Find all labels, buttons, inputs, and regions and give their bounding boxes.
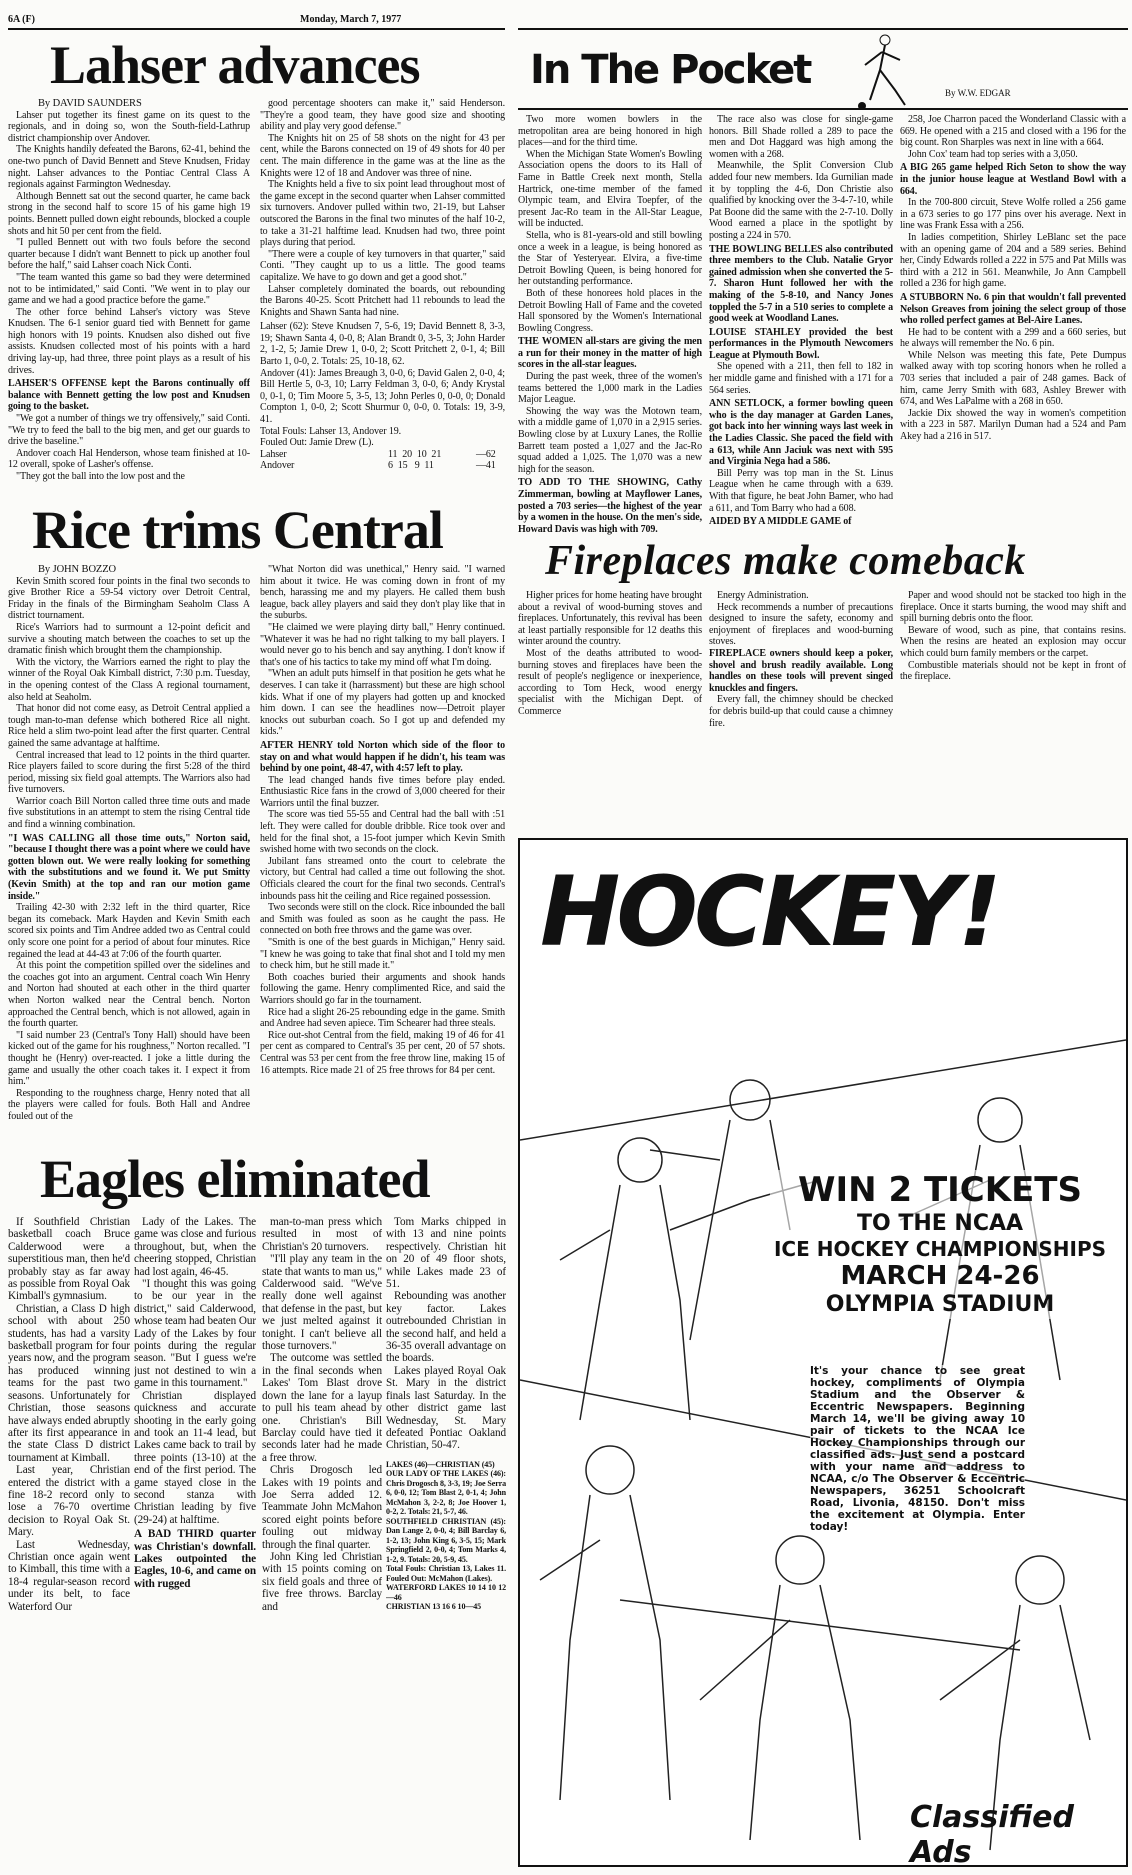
paragraph: Trailing 42-30 with 2:32 left in the third quarter, Rice began its comeback. Mark Hayden and Kevin Smith each scored six points and Tim Andree added two as Central could only score one point for a period of about four minutes. Rice regained the lead at 44-43 at 7:06 of the fourth quarter. (8, 902, 250, 960)
box-score (260, 321, 505, 472)
paragraph: Beware of wood, such as pine, that contains resins. When the resins are heated an explosion may occur which could burn family members or the carpet. (900, 624, 1126, 659)
paragraph: Every fall, the chimney should be checked for debris build-up that could cause a chimney fire. (709, 694, 893, 729)
lahser-column-1 (8, 98, 250, 497)
fireplaces-column-3 (900, 590, 1126, 833)
pocket-headline: In The Pocket (530, 47, 811, 93)
paragraph: With the victory, the Warriors earned the right to play the winner of the Royal Oak Kimball district, 7:30 p.m. Tuesday, in the opening contest of the Class A regional tournament, also held at Seaholm. (8, 656, 250, 703)
paragraph: While Nelson was meeting this fate, Pete Dumpus walked away with top scoring honors when he rolled a 703 series that included a pair of 248 games. Back of him, came Jerry Smith with 683, Ashley Brewer with 674, and Wes LaPalme with a 268 in 650. (900, 349, 1126, 408)
paragraph: Most of the deaths attributed to wood-burning stoves and fireplaces have been the result of people's negligence or inexperience, according to Tom Heck, wood energy specialist with the Michigan Dept. of Commerce (518, 647, 702, 717)
box-line: OUR LADY OF THE LAKES (46): Chris Drogosch 8, 3-3, 19; Joe Serra 6, 0-0, 12; Tom Blast 2, 0-1, 4; John McMahon 3, 2-2, 8; Joe Hoover 1, 0-2, 2. Totals: 21, 5-7, 46. (386, 1469, 506, 1517)
paragraph: Paper and wood should not be stacked too high in the fireplace. Once it starts burning, the wood may shift and spill burning debris onto the floor. (900, 590, 1126, 625)
pocket-column-2 (709, 114, 893, 536)
subhead-paragraph: TO ADD TO THE SHOWING, Cathy Zimmerman, bowling at Mayflower Lanes, posted a 703 series—the highest of the year by a women in the house. On the men's side, Howard Davis was high with 709. (518, 477, 702, 535)
paragraph: Two seconds were still on the clock. Rice inbounded the ball and Smith was fouled as soon as he caught the pass. He connected on both free throws and the game was over. (260, 902, 505, 937)
subhead-paragraph: A BAD THIRD quarter was Christian's downfall. Lakes outpointed the Eagles, 10-6, and came on with rugged (134, 1528, 256, 1590)
paragraph: In ladies competition, Shirley LeBlanc set the pace with an opening game of 204 and a 589 series. Behind her, Cindy Edwards rolled a 222 in 575 and Pat Mills was third with a 212 in 561. Meanwhile, Jo Ann Campbell rolled a 236 for high game. (900, 231, 1126, 290)
paragraph: Christian, a Class D high school with about 250 students, has had a varsity basketball program for four years now, and the program has produced winning teams for the past two seasons. Unfortunately for Christian, those seasons have always ended abruptly after its first appearance in the state Class D district tournament at Kimball. (8, 1302, 130, 1464)
total: —41 (476, 460, 496, 472)
paragraph: Lahser put together its finest game on its quest to the regionals, and in doing so, won the South-field-Lathrup district championship over Andover. (8, 109, 250, 144)
paragraph: Lahser completely dominated the boards, out rebounding the Barons 40-25. Scott Pritchett had 11 rebounds to lead the Knights and Shawn Santa had nine. (260, 283, 505, 318)
score-row (260, 449, 505, 461)
box-line: Lahser (62): Steve Knudsen 7, 5-6, 19; David Bennett 8, 3-3, 19; Shawn Santa 4, 0-0, 8; Alan Brandt 0, 3-5, 3; John Harder 2, 1-2, 5; Jamie Drew 1, 0-0, 2; Scott Pritchett 2, 0-1, 4; Bill Barto 1, 0-0, 2. Totals: 25, 10-18, 62. (260, 321, 505, 368)
bowler-icon (850, 30, 920, 110)
team: Lahser (260, 448, 287, 460)
eagles-box-score (386, 1460, 506, 1612)
issue-date: Monday, March 7, 1977 (300, 14, 402, 25)
paragraph: Rebounding was another key factor. Lakes outrebounded Christian in the second half, and held a 36-35 overall advantage on the boards. (386, 1290, 506, 1365)
paragraph: If Southfield Christian basketball coach Bruce Calderwood were a superstitious man, then he'd probably stay as far away as possible from Royal Oak Kimball's gymnasium. (8, 1216, 130, 1303)
paragraph: Last Wednesday, Christian once again went to Kimball, this time with a 18-4 regular-season record under its belt, to face Waterford Our (8, 1538, 130, 1613)
eagles-column-1 (8, 1216, 130, 1861)
total: —62 (476, 448, 496, 460)
paragraph: Meanwhile, the Split Conversion Club added four new members. Ida Gurnilian made it by toppling the 4-6, Don Christie also qualified by knocking over the 3-4-7-10, while Pat Boone did the same with the 2-7-10. Dolly Wood earned a place in the spotlight by posting a 224 in 570. (709, 160, 893, 241)
lahser-headline: Lahser advances (50, 35, 420, 95)
paragraph: He had to be content with a 299 and a 660 series, but he always will remember the No. 6 pin. (900, 326, 1126, 350)
ad-dates: MARCH 24-26 (840, 1261, 1040, 1292)
subhead-paragraph: AIDED BY A MIDDLE GAME of (709, 516, 852, 528)
ad-win-text: WIN 2 TICKETS (798, 1170, 1082, 1210)
subhead-paragraph: A BIG 265 game helped Rich Seton to show the way in the junior house league at Westland Bowl with a 664. (900, 162, 1126, 197)
paragraph: During the past week, three of the women's teams bettered the 1,000 mark in the Ladies Major League. (518, 371, 702, 406)
paragraph: 258, Joe Charron paced the Wonderland Classic with a 669. He opened with a 215 and closed with a 196 for the big count. Ron Sharples was next in line with a 664. (900, 114, 1126, 149)
pocket-bottom-rule (518, 108, 1128, 110)
paragraph: Stella, who is 81-years-old and still bowling once a week in a league, is being honored as the Star of Yesteryear. Elvira, a five-time Detroit Bowling Queen, is being honored for her outstanding performance. (518, 229, 702, 288)
paragraph: Showing the way was the Motown team, with a middle game of 1,070 in a 2,915 series. Bowling close by at Luxury Lanes, the Rollie Barrett team posted a 1,027 and the Jac-Ro squad added a 1,025. The 1,070 was a new high for the season. (518, 405, 702, 475)
ad-venue: OLYMPIA STADIUM (825, 1292, 1055, 1318)
box-line: CHRISTIAN 13 16 6 10—45 (386, 1602, 482, 1612)
subhead-paragraph: THE WOMEN all-stars are giving the men a run for their money in the matter of high scores in the all-star leagues. (518, 336, 702, 371)
paragraph: "What Norton did was unethical," Henry said. "I warned him about it twice. He was coming down in front of my bench, harassing me and my players. He called them bush league, back alley players and said they don't play like that in the suburbs. (260, 564, 505, 622)
paragraph: Tom Marks chipped in with 13 and nine points respectively. Christian hit on 20 of 49 floor shots, while Lakes made 23 of 51. (386, 1216, 506, 1291)
subhead-paragraph: A STUBBORN No. 6 pin that wouldn't fall prevented Nelson Greaves from joining the select group of those who rolled perfect games at Bel-Aire Lanes. (900, 291, 1126, 327)
hockey-tickets-ad (518, 838, 1128, 1867)
paragraph: "I'll play any team in the state that wants to man us," Calderwood said. "We've really done well against that defense in the past, but we just melted against it tonight. I can't believe all those turnovers." (262, 1253, 382, 1353)
ad-title: HOCKEY! (540, 856, 998, 968)
subhead-paragraph: FIREPLACE owners should keep a poker, shovel and brush readily available. Long handles on these tools will prevent singed knuckles and fingers. (709, 647, 893, 694)
paragraph: Responding to the roughness charge, Henry noted that all the players were called for fouls. Both Hall and Andree fouled out of the (8, 1087, 250, 1122)
quarters: 6 15 9 11 (388, 460, 434, 472)
paragraph: Lakes played Royal Oak St. Mary in the district finals last Saturday. In the other district game last Wednesday, St. Mary defeated Pontiac Oakland Christian, 50-47. (386, 1364, 506, 1452)
pocket-top-rule (518, 28, 1128, 30)
paragraph: good percentage shooters can make it," said Henderson. "They're a good team, they have good size and shooting ability and play very good defense." (260, 98, 505, 133)
subhead-paragraph: LOUISE STAHLEY provided the best performances in the Plymouth Newcomers League at Plymouth Bowl. (709, 326, 893, 361)
lahser-column-2 (260, 98, 505, 497)
paragraph: "Smith is one of the best guards in Michigan," Henry said. "I knew he was going to take that final shot and I told my men to check him, but he still made it." (260, 937, 505, 972)
subhead-paragraph: "I WAS CALLING all those time outs," Norton said, "because I thought there was a point where we could have gotten blown out. We were really looking for something with the substitutions and we found it. We put Smitty (Kevin Smith) at the top and ran our motion game inside." (8, 832, 250, 902)
paragraph: Kevin Smith scored four points in the final two seconds to give Brother Rice a 59-54 victory over Detroit Central, Friday in the finals of the Birmingham Seaholm Class A district tournament. (8, 575, 250, 622)
paragraph: Warrior coach Bill Norton called three time outs and made five substitutions in an attempt to stem the rising Central tide and find a winning combination. (8, 795, 250, 831)
paragraph: Heck recommends a number of precautions designed to insure the safety, economy and enjoyment of fireplaces and wood-burning stoves. (709, 601, 893, 648)
ad-to-text: TO THE NCAA (856, 1210, 1024, 1236)
paragraph: "I pulled Bennett out with two fouls before the second quarter because I didn't want Bennett to pick up another foul before the half," said Lahser coach Nick Conti. (8, 237, 250, 272)
subhead-paragraph: LAHSER'S OFFENSE kept the Barons continually off balance with Bennett getting the low post and Knudsen going to the basket. (8, 378, 250, 413)
box-line: Andover (41): James Breaugh 3, 0-0, 6; David Galen 2, 0-0, 4; Bill Hertle 5, 0-3, 10; Larry Feldman 3, 0-0, 6; Andy Krystal 0, 0-1, 0; Tim Moore 5, 3-5, 13; John Perles 0, 0-0, 0; Donald Compton 1, 0-0, 2; Scott Shurmur 0, 0-0, 0. Totals: 19, 3-9, 41. (260, 367, 505, 426)
paragraph: Rice's Warriors had to surmount a 12-point deficit and survive a shouting match between the coaches to set up the dramatic finish which brought them the championship. (8, 621, 250, 657)
paragraph: "The team wanted this game so bad they were determined not to be intimidated," said Conti. "We went in to play our game and we had a good practice before the game." (8, 271, 250, 307)
paragraph: John Cox' team had top series with a 3,050. (908, 148, 1078, 160)
paragraph: Andover coach Hal Henderson, whose team finished at 10-12 overall, spoke of Lasher's offense. (8, 447, 250, 471)
paragraph: The Knights hit on 25 of 58 shots on the night for 43 per cent, while the Barons connected on 19 of 49 shots for 40 per cent. The main difference in the game was at the line as the Knights were 12 of 18 and Andover was three of nine. (260, 132, 505, 179)
paragraph: That honor did not come easy, as Detroit Central applied a tough man-to-man defense which bothered Rice all night. Rice held a slim two-point lead after the first quarter. Central gained the same advantage at halftime. (8, 703, 250, 749)
box-line: Fouled Out: Jamie Drew (L). (260, 437, 374, 449)
ad-footer: Classified Ads (910, 1800, 1074, 1867)
paragraph: Combustible materials should not be kept in front of the fireplace. (900, 659, 1126, 683)
fireplaces-column-2 (709, 590, 893, 833)
paragraph: Jackie Dix showed the way in women's competition with a 223 in 587. Marilyn Duman had a 524 and Pam Akey had a 216 in 517. (900, 407, 1126, 443)
ad-championship-text: ICE HOCKEY CHAMPIONSHIPS (773, 1237, 1107, 1262)
subhead-paragraph: THE BOWLING BELLES also contributed three members to the Club. Natalie Gryor gained admission when she converted the 5-7. Sharon Hunt followed her with the making of the 5-8-10, and Nancy Jones toppled the 5-7 in a 510 series to complete a good week at Woodland Lanes. (709, 243, 893, 325)
paragraph: Central increased that lead to 12 points in the third quarter. Rice players failed to score during the first 5:28 of the third period, missing six field goal attempts. The Warriors also had five turnovers. (8, 749, 250, 796)
paragraph: The Knights handily defeated the Barons, 62-41, behind the one-two punch of David Bennett and Steve Knudsen, Friday night. Lahser advances to the Pontiac Central Class A regionals against Farmington Wednesday. (8, 144, 250, 191)
ad-body: It's your chance to see great hockey, compliments of Olympia Stadium and the Observer & Eccentric Newspapers. Beginning March 14, we'll be giving away 10 pair of tickets to the NCAA Ice Hockey Championships through our classified ads. Just send a postcard with your name and address to NCAA, c/o The Observer & Eccentric Newspapers, 36251 Schoolcraft Road, Livonia, 48150. Don't miss the excitement at Olympia. Enter today! (810, 1365, 1025, 1533)
quarters: 11 20 10 21 (388, 448, 442, 460)
paragraph: "We got a number of things we try offensively," said Conti. "We try to feed the ball to the big men, and get our guards to drive the baseline." (8, 413, 250, 448)
paragraph: In the 700-800 circuit, Steve Wolfe rolled a 256 game in a 673 series to go 177 pins over his average. Next in line was Frank Essa with a 256. (900, 197, 1126, 232)
rice-column-2 (260, 564, 505, 1146)
eagles-column-3 (262, 1216, 382, 1861)
paragraph: The Knights held a five to six point lead throughout most of the game except in the second quarter when Lahser committed six turnovers. Andover pulled within two, 21-19, but Lahser outscored the Barons in the final two minutes of the half 10-2, to take a 31-21 halftime lead. Knudsen had two, three point plays during that period. (260, 179, 505, 249)
pocket-byline: By W.W. EDGAR (945, 88, 1011, 98)
paragraph: Both of these honorees hold places in the Detroit Bowling Hall of Fame and the coveted Hall sponsored by the Women's International Bowling Congress. (518, 287, 702, 334)
fireplaces-column-1 (518, 590, 702, 833)
box-line: SOUTHFIELD CHRISTIAN (45): Dan Lange 2, 0-0, 4; Bill Barclay 6, 1-2, 13; John King 6, 3-5, 15; Mark Springfield 2, 0-0, 4; Tom Marks 4, 1-2, 9. Totals: 20, 5-9, 45. (386, 1516, 506, 1564)
paragraph: The score was tied 55-55 and Central had the ball with :51 left. They were called for double dribble. Rice took over and held for the final shot, a 15-foot jumper which Kevin Smith swished home with two seconds on the clock. (260, 809, 505, 856)
paragraph: Both coaches buried their arguments and shook hands following the game. Henry complimented Rice, and said the Warriors should go far in the tournament. (260, 971, 505, 1006)
box-line: Total Fouls: Lahser 13, Andover 19. (260, 425, 402, 437)
paragraph: "I said number 23 (Central's Tony Hall) should have been kicked out of the game for his roughness," Norton recalled. "I thought he (Henry) over-reacted. I joke a little during the game and usually the other coach takes it. I expect it from him." (8, 1029, 250, 1088)
subhead-paragraph: ANN SETLOCK, a former bowling queen who is the day manager at Garden Lanes, got back into her winning ways last week in the Ladies Classic. She paced the field with a 613, while Ann Jaciuk was next with 595 and Virginia Nega had a 586. (709, 398, 893, 468)
box-line: Total Fouls: Christian 13, Lakes 11. Fouled Out: McMahon (Lakes). (386, 1564, 506, 1583)
team: Andover (260, 460, 295, 472)
box-line: LAKES (46)—CHRISTIAN (45) (386, 1459, 495, 1469)
rice-column-1 (8, 564, 250, 1146)
paragraph: Energy Administration. (717, 590, 809, 601)
box-line: WATERFORD LAKES 10 14 10 12—46 (386, 1583, 506, 1602)
paragraph: When the Michigan State Women's Bowling Association opens the doors to its Hall of Fame in Battle Creek next month, Stella Hartrick, one-time member of the famed Olympic team, and Elvira Toepfer, of the present Jac-Ro team in the All-Star League, will be inducted. (518, 148, 702, 230)
paragraph: "When an adult puts himself in that position he gets what he deserves. I can take it (harrassment) but these are high school kids. What if one of my players had gotten up and knocked him down. I can see the headlines now—Detroit player knocks out suburban coach. So I got up and defended my kids." (260, 668, 505, 738)
eagles-column-2 (134, 1216, 256, 1861)
paragraph: "They got the ball into the low post and the (16, 471, 185, 482)
paragraph: Bill Perry was top man in the St. Linus League when he came through with a 639. With that figure, he beat John Bamer, who had a 611, and Tom Barry who had a 608. (709, 467, 893, 514)
paragraph: She opened with a 211, then fell to 182 in her middle game and finished with a 171 for a 564 series. (709, 361, 893, 396)
pocket-column-1 (518, 114, 702, 536)
paragraph: At this point the competition spilled over the sidelines and the coaches got into an argument. Central coach Win Henry and Norton had shouted at each other in the third quarter when Norton walked near the Central bench. Norton approached the Central bench, which is not allowed, again in the fourth quarter. (8, 960, 250, 1030)
fireplaces-headline: Fireplaces make comeback (545, 538, 1026, 584)
paragraph: Jubilant fans streamed onto the court to celebrate the victory, but Central had called a time out following the shot. Officials cleared the court for the final two seconds. Central's inbounds pass hit the ceiling and Rice regained possession. (260, 855, 505, 902)
paragraph: Two more women bowlers in the metropolitan area are being honored in high places—and for the third time. (518, 114, 702, 149)
paragraph: The lead changed hands five times before play ended. Enthusiastic Rice fans in the crowd of 3,000 cheered for their Warriors until the final buzzer. (260, 774, 505, 809)
paragraph: Lady of the Lakes. The game was close and furious throughout, but, when the cheering stopped, Christian had lost again, 46-45. (134, 1216, 256, 1278)
page-number: 6A (F) (8, 14, 35, 25)
paragraph: "He claimed we were playing dirty ball," Henry continued. "Whatever it was he had no right talking to my ball players. I would never go to his bench and say anything. I don't know if that's one of his tactics to take my mind off what I'm doing. (260, 621, 505, 668)
score-row (260, 460, 505, 472)
eagles-column-4 (386, 1216, 506, 1861)
byline: By DAVID SAUNDERS (38, 98, 142, 109)
paragraph: "There were a couple of key turnovers in that quarter," said Conti. "They caught up to us a little. The good teams capitalize. We have to go down and get a good shot." (260, 248, 505, 283)
paragraph: man-to-man press which resulted in most of Christian's 20 turnovers. (262, 1216, 382, 1253)
paragraph: Higher prices for home heating have brought about a revival of wood-burning stoves and fireplaces. Unfortunately, this revival has been at least partially responsible for 12 deaths this winter around the country. (518, 590, 702, 648)
pocket-column-3 (900, 114, 1126, 536)
paragraph: The outcome was settled in the final seconds when Lakes' Tom Blast drove down the lane for a layup to pull his team ahead by one. Christian's Bill Barclay could have tied it seconds later had he made a free throw. (262, 1352, 382, 1464)
paragraph: Last year, Christian entered the district with a fine 18-2 record only to lose a 76-70 overtime decision to Royal Oak St. Mary. (8, 1464, 130, 1539)
paragraph: John King led Christian with 15 points coming on six field goals and three of five free throws. Barclay and (262, 1550, 382, 1613)
paragraph: The other force behind Lahser's victory was Steve Knudsen. The 6-1 senior guard tied with Bennett for game high honors with 19 points. Knudsen also dished out five assists. Knudsen collected most of his points with a hard driving lay-up, had three, three point plays as a result of his drives. (8, 306, 250, 376)
paragraph: Rice had a slight 26-25 rebounding edge in the game. Smith and Andree had seven apiece. Tim Schearer had three steals. (260, 1006, 505, 1030)
paragraph: Christian displayed quickness and accurate shooting in the early going and took an 11-4 lead, but Lakes came back to trail by three points (13-10) at the end of the first period. The game stayed close in the second stanza with Christian leading by five (29-24) at halftime. (134, 1389, 256, 1526)
ad-headline-block (770, 1170, 1110, 1319)
eagles-headline: Eagles eliminated (40, 1149, 430, 1209)
paragraph: Chris Drogosch led Lakes with 19 points and Joe Serra added 12. Teammate John McMahon scored eight points before fouling out midway through the final quarter. (262, 1464, 382, 1551)
paragraph: Rice out-shot Central from the field, making 19 of 46 for 41 per cent as compared to Central's 35 per cent, 20 of 57 shots. Central was 53 per cent from the free throw line, making 15 of 16 attempts. Rice made 21 of 25 free throws for 84 per cent. (260, 1029, 505, 1076)
byline: By JOHN BOZZO (38, 564, 117, 575)
rice-headline: Rice trims Central (32, 500, 443, 560)
subhead-paragraph: AFTER HENRY told Norton which side of the floor to stay on and what would happen if he didn't, his team was behind by one point, 48-47, with 4:57 left to play. (260, 739, 505, 775)
paragraph: The race also was close for single-game honors. Bill Shade rolled a 289 to pace the men and Dot Haggard was high among the women with a 268. (709, 114, 893, 160)
paragraph: "I thought this was going to be our year in the district," said Calderwood, whose team had beaten Our Lady of the Lakes by four points during the regular season. "But I guess we're just not destined to win a game in this tournament." (134, 1278, 256, 1390)
header-rule (8, 28, 505, 30)
paragraph: Although Bennett sat out the second quarter, he came back strong in the second half to score 15 of his game high 19 points. Bennett pulled down eight rebounds, blocked a couple shots and hit 50 per cent from the field. (8, 190, 250, 237)
